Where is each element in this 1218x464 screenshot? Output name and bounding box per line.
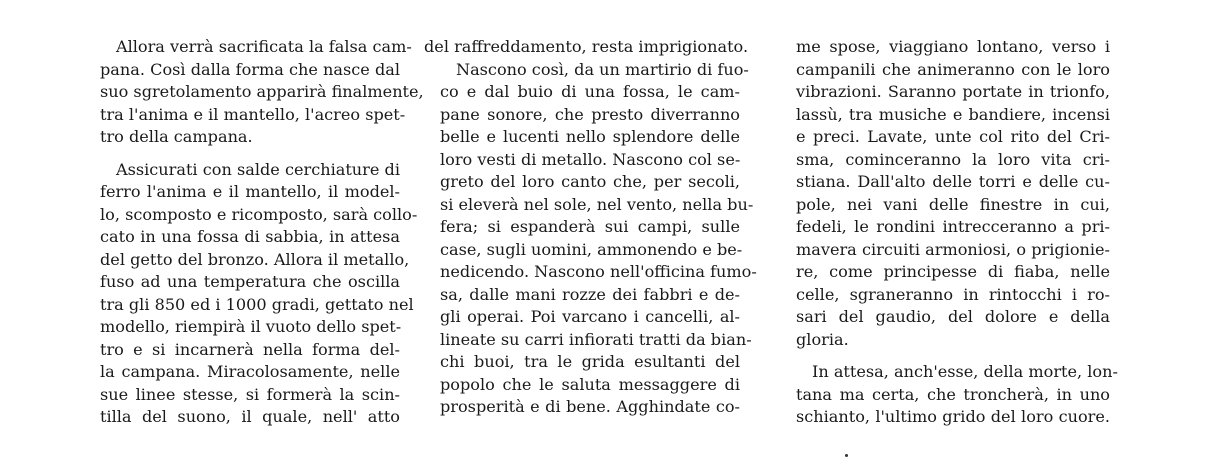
text-line: campanili che animeranno con le loro <box>796 59 1110 79</box>
text-line: stiana. Dall'alto delle torri e delle cu- <box>796 172 1110 191</box>
text-line: greto del loro canto che, per secoli, <box>440 172 740 191</box>
text-line: del raffreddamento, resta imprigionato. <box>424 37 749 56</box>
text-line: vibrazioni. Saranno portate in trionfo, <box>796 82 1110 101</box>
text-line: prosperità e di bene. Agghindate co- <box>440 397 740 416</box>
text-line: fedeli, le rondini intrecceranno a pri- <box>796 217 1110 236</box>
paragraph <box>780 36 1110 351</box>
text-line: e preci. Lavate, unte col rito del Cri- <box>796 127 1110 146</box>
paragraph <box>424 59 757 419</box>
text-line: la campana. Miracolosamente, nelle <box>100 362 400 381</box>
text-line: Allora verrà sacrificata la falsa cam- <box>116 37 412 56</box>
paragraph <box>84 159 418 429</box>
text-line: sari del gaudio, del dolore e della <box>796 307 1110 326</box>
text-line: co e dal buio di una fossa, le cam- <box>440 82 740 101</box>
paragraph <box>84 36 424 149</box>
text-line: del getto del bronzo. Allora il metallo, <box>100 249 410 269</box>
text-line: modello, riempirà il vuoto dello spet- <box>100 317 402 336</box>
text-line: cato in una fossa di sabbia, in attesa <box>100 227 400 246</box>
text-line: loro vesti di metallo. Nascono col se- <box>440 149 741 169</box>
paragraph <box>780 361 1118 429</box>
paragraph <box>424 36 749 59</box>
text-line: gli operai. Poi varcano i cancelli, al- <box>440 307 740 326</box>
text-line: schianto, l'ultimo grido del loro cuore. <box>796 407 1110 426</box>
text-line: lo, scomposto e ricomposto, sarà collo- <box>100 204 418 224</box>
text-line: tra gli 850 ed i 1000 gradi, gettato nel <box>100 294 414 314</box>
text-line: celle, sgraneranno in rintocchi i ro- <box>796 284 1110 304</box>
text-line: sma, cominceranno la loro vita cri- <box>796 149 1110 169</box>
text-line: nedicendo. Nascono nell'officina fumo- <box>440 262 757 281</box>
text-line: tana ma certa, che troncherà, in uno <box>796 384 1110 404</box>
print-speck <box>845 454 848 457</box>
text-line: pole, nei vani delle finestre in cui, <box>796 194 1110 214</box>
text-line: Nascono così, da un martirio di fuo- <box>456 59 749 79</box>
text-line: gloria. <box>796 329 849 349</box>
text-line: popolo che le saluta messaggere di <box>440 374 740 394</box>
text-line: pana. Così dalla forma che nasce dal <box>100 59 400 79</box>
text-line: pane sonore, che presto diverranno <box>440 104 740 124</box>
text-line: re, come principesse di fiaba, nelle <box>796 262 1110 281</box>
text-line: lineate su carri infiorati tratti da bian- <box>440 329 752 349</box>
text-line: tra l'anima e il mantello, l'acreo spet- <box>100 104 406 124</box>
text-line: me spose, viaggiano lontano, verso i <box>796 37 1110 56</box>
text-line: lassù, tra musiche e bandiere, incensi <box>796 104 1110 124</box>
text-line: Assicurati con salde cerchiature di <box>116 159 400 179</box>
text-line: sa, dalle mani rozze dei fabbri e de- <box>440 284 740 304</box>
text-line: mavera circuiti armoniosi, o prigionie- <box>796 239 1110 259</box>
text-column-1 <box>84 36 424 429</box>
text-line: ferro l'anima e il mantello, il model- <box>100 182 400 201</box>
text-line: tro della campana. <box>100 127 253 146</box>
text-line: suo sgretolamento apparirà finalmente, <box>100 82 424 101</box>
text-line: sue linee stesse, si formerà la scin- <box>100 384 400 404</box>
text-line: tilla del suono, il quale, nell' atto <box>100 407 400 426</box>
text-column-3 <box>780 36 1118 429</box>
text-line: belle e lucenti nello splendore delle <box>440 127 740 146</box>
text-line: In attesa, anch'esse, della morte, lon- <box>812 362 1118 381</box>
text-line: si eleverà nel sole, nel vento, nella bu- <box>440 194 754 214</box>
text-line: chi buoi, tra le grida esultanti del <box>440 352 740 371</box>
text-line: fuso ad una temperatura che oscilla <box>100 272 400 291</box>
text-column-2 <box>424 36 757 419</box>
text-line: case, sugli uomini, ammonendo e be- <box>440 239 743 259</box>
text-line: tro e si incarnerà nella forma del- <box>100 339 400 359</box>
text-line: fera; si espanderà sui campi, sulle <box>440 217 740 236</box>
